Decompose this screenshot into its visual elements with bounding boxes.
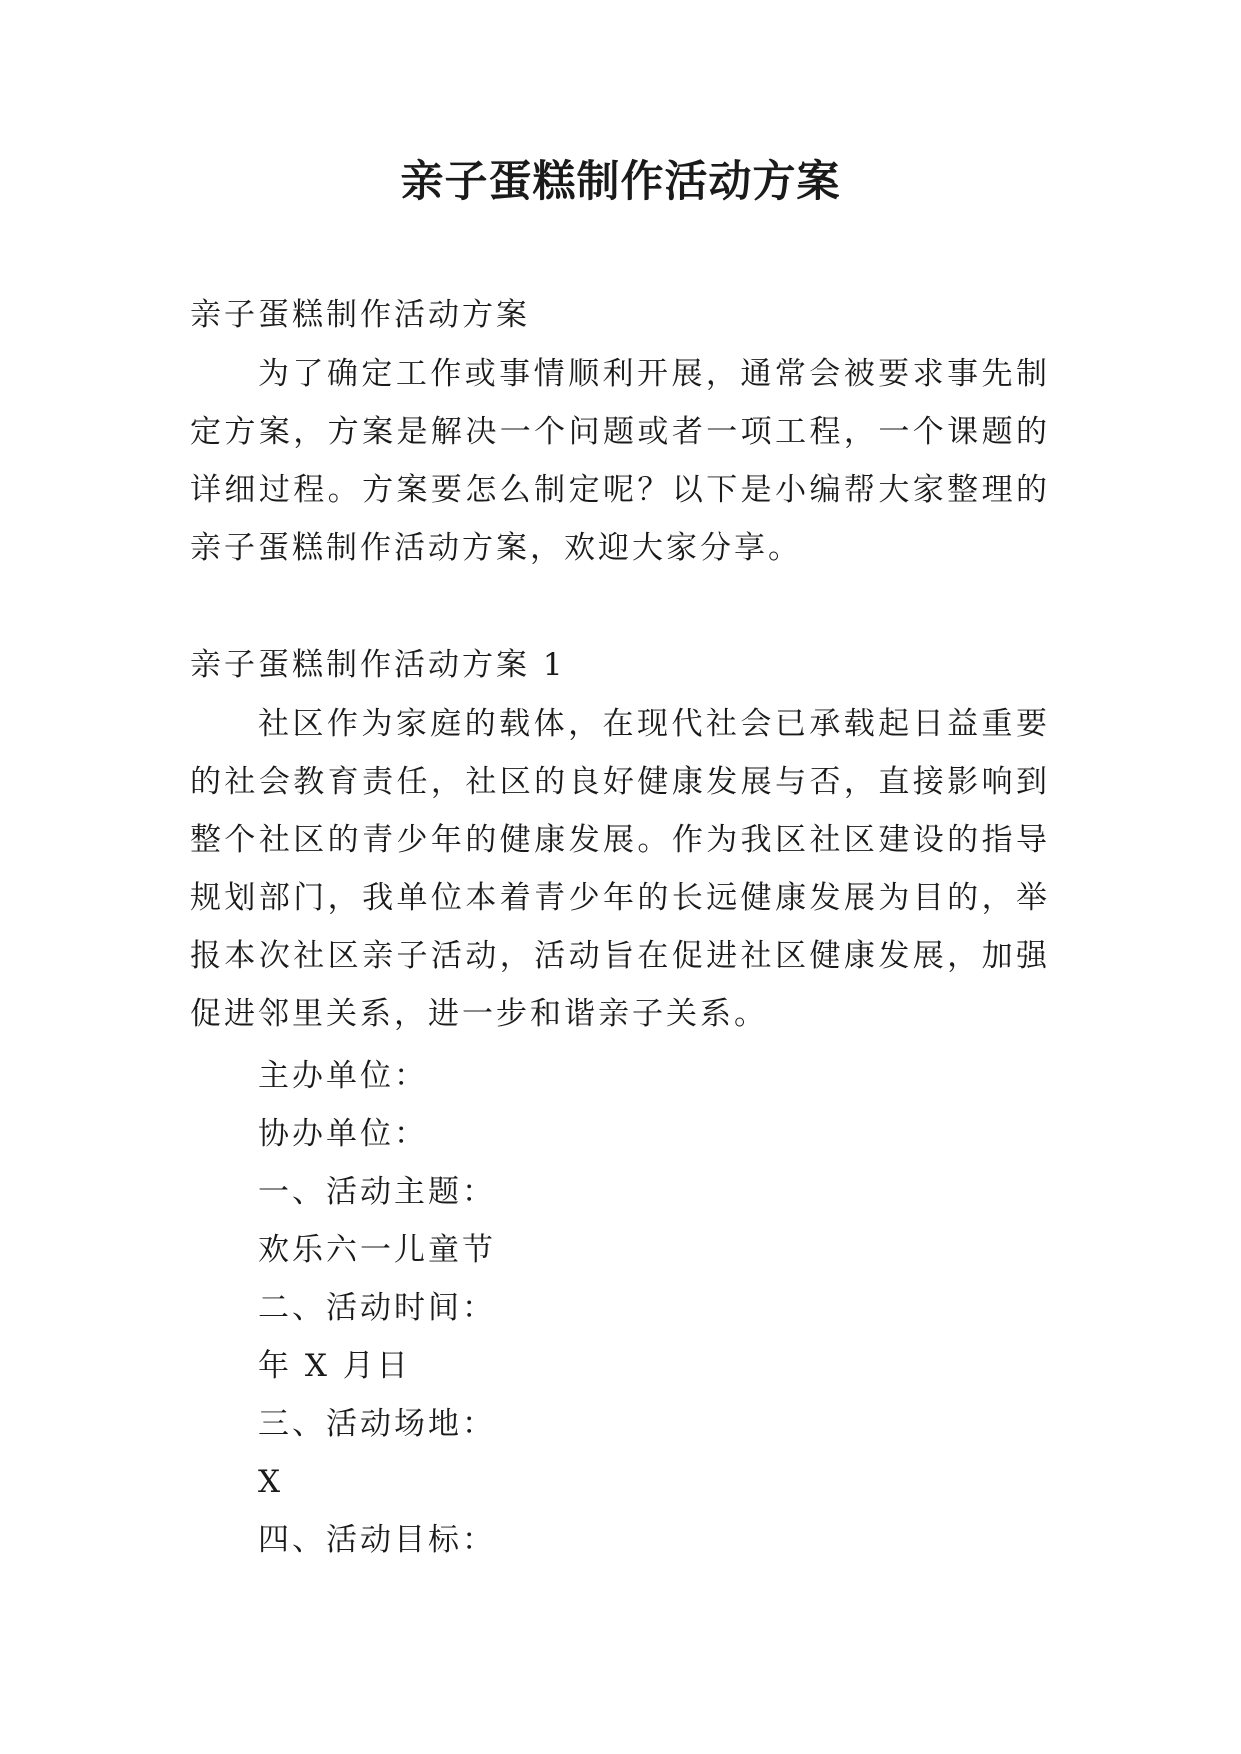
time-heading: 二、活动时间： (258, 1290, 496, 1326)
organizer-line: 主办单位： (258, 1058, 428, 1094)
section-1-paragraph: 社区作为家庭的载体，在现代社会已承载起日益重要的社会教育责任，社区的良好健康发展与否，直接影响到整个社区的青少年的健康发展。作为我区社区建设的指导规划部门，我单位本着青少年的长远健康发展为目的，举报本次社区亲子活动，活动旨在促进社区健康发展，加强促进邻里关系，进一步和谐亲子关系。 (190, 706, 1050, 1032)
section-1-heading: 亲子蛋糕制作活动方案 1 (190, 647, 566, 683)
goal-heading: 四、活动目标： (258, 1522, 496, 1558)
document-title: 亲子蛋糕制作活动方案 (400, 157, 841, 207)
theme-heading: 一、活动主题： (258, 1174, 496, 1210)
co-organizer-line: 协办单位： (258, 1116, 428, 1152)
intro-heading: 亲子蛋糕制作活动方案 (190, 297, 530, 333)
theme-value: 欢乐六一儿童节 (258, 1232, 496, 1268)
venue-value: X (258, 1464, 284, 1500)
section-1-details (258, 1047, 1058, 1569)
intro-paragraph: 为了确定工作或事情顺利开展，通常会被要求事先制定方案，方案是解决一个问题或者一项工程，一个课题的详细过程。方案要怎么制定呢？以下是小编帮大家整理的亲子蛋糕制作活动方案，欢迎大家分享。 (190, 356, 1050, 566)
venue-heading: 三、活动场地： (258, 1406, 496, 1442)
time-value: 年 X 月日 (258, 1348, 411, 1384)
